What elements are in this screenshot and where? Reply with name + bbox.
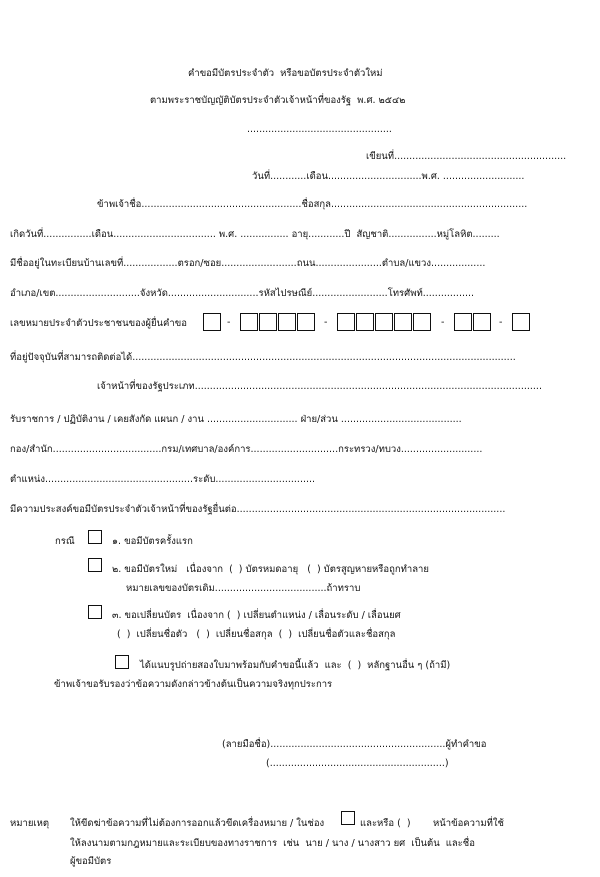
id-digit-box[interactable] (356, 313, 374, 331)
case2-label: ๒. ขอมีบัตรใหม่ เนื่องจาก ( ) บัตรหมดอายุ ( ) บัตรสูญหายหรือถูกทำลาย (112, 564, 429, 575)
case-label: กรณี (55, 536, 75, 547)
written-at-field[interactable]: เขียนที่......................................................... (366, 151, 567, 162)
id-digit-box[interactable] (297, 313, 315, 331)
id-digit-box[interactable] (259, 313, 277, 331)
id-digit-box[interactable] (454, 313, 472, 331)
birth-field[interactable]: เกิดวันที่................เดือน.................................. พ.ศ. ................ อายุ............ปี สัญชาติ................หมู่โลหิต......... (10, 229, 500, 240)
certify-text: ข้าพเจ้าขอรับรองว่าข้อความดังกล่าวข้างต้นเป็นความจริงทุกประการ (54, 679, 333, 690)
id-digit-box[interactable] (473, 313, 491, 331)
case1-checkbox[interactable] (88, 530, 102, 544)
id-digit-box[interactable] (337, 313, 355, 331)
date-field[interactable]: วันที่............เดือน...............................พ.ศ. ........................... (252, 171, 525, 182)
officer-type-field[interactable]: เจ้าหน้าที่ของรัฐประเภท................................................................................................................... (97, 381, 542, 392)
division-field[interactable]: กอง/สำนัก....................................กรม/เทศบาล/องค์การ.............................กระทรวง/ทบวง........................... (10, 444, 483, 455)
id-digit-box[interactable] (394, 313, 412, 331)
form-title: คำขอมีบัตรประจำตัว หรือขอบัตรประจำตัวใหม่ (188, 68, 383, 79)
id-digit-box[interactable] (375, 313, 393, 331)
note-line3: ผู้ขอมีบัตร (70, 856, 112, 867)
header-blank-line: ................................................ (247, 124, 392, 135)
form-subtitle: ตามพระราชบัญญัติบัตรประจำตัวเจ้าหน้าที่ของรัฐ พ.ศ. ๒๕๔๒ (150, 95, 406, 106)
id-separator: - (227, 317, 231, 328)
case3-checkbox[interactable] (88, 605, 102, 619)
photo-label: ได้แนบรูปถ่ายสองใบมาพร้อมกับคำขอนี้แล้ว และ ( ) หลักฐานอื่น ๆ (ถ้ามี) (140, 660, 451, 671)
note-line2: ให้ลงนามตามกฎหมายและระเบียบของทางราชการ เช่น นาย / นาง / นางสาว ยศ เป็นต้น และชื่อ (70, 838, 475, 849)
position-field[interactable]: ตำแหน่ง.................................................ระดับ................................. (10, 474, 316, 485)
current-address-field[interactable]: ที่อยู่ปัจจุบันที่สามารถติดต่อได้............................................................................................................................... (10, 352, 516, 363)
agency-field[interactable]: รับราชการ / ปฏิบัติงาน / เคยสังกัด แผนก / งาน .............................. ฝ่าย/ส่วน ........................................ (10, 414, 462, 425)
case3-options: ( ) เปลี่ยนชื่อตัว ( ) เปลี่ยนชื่อสกุล ( ) เปลี่ยนชื่อตัวและชื่อสกุล (117, 629, 396, 640)
note-line1: ให้ขีดฆ่าข้อความที่ไม่ต้องการออกแล้วขีดเครื่องหมาย / ในช่อง (70, 818, 325, 829)
id-separator: - (441, 317, 445, 328)
id-digit-box[interactable] (203, 313, 221, 331)
id-digit-box[interactable] (278, 313, 296, 331)
case3-label: ๓. ขอเปลี่ยนบัตร เนื่องจาก ( ) เปลี่ยนตำแหน่ง / เลื่อนระดับ / เลื่อนยศ (112, 610, 401, 621)
purpose-field[interactable]: มีความประสงค์ขอมีบัตรประจำตัวเจ้าหน้าที่ของรัฐยื่นต่อ......................................................................................... (10, 504, 506, 515)
old-card-number-field[interactable]: หมายเลขของบัตรเดิม.....................................ถ้าทราบ (126, 583, 361, 594)
photo-checkbox[interactable] (115, 655, 129, 669)
note-line1-and-or: และหรือ ( ) (360, 818, 411, 829)
note-example-checkbox (341, 811, 355, 825)
id-digit-box[interactable] (413, 313, 431, 331)
id-number-label: เลขหมายประจำตัวประชาชนของผู้ยื่นคำขอ (10, 318, 187, 329)
id-digit-box[interactable] (512, 313, 530, 331)
id-separator: - (499, 317, 503, 328)
applicant-name-field[interactable]: ข้าพเจ้าชื่อ.....................................................ชื่อสกุล................................................................. (97, 199, 528, 210)
id-separator: - (324, 317, 328, 328)
note-label: หมายเหตุ (10, 818, 50, 829)
case2-checkbox[interactable] (88, 558, 102, 572)
case1-label: ๑. ขอมีบัตรครั้งแรก (112, 536, 193, 547)
signer-name-field[interactable]: (..........................................................) (266, 758, 449, 769)
district-field[interactable]: อำเภอ/เขต............................จังหวัด..............................รหัสไปรษณีย์.........................โทรศัพท์................. (10, 288, 475, 299)
note-line1-end: หน้าข้อความที่ใช้ (433, 818, 504, 829)
house-registration-field[interactable]: มีชื่ออยู่ในทะเบียนบ้านเลขที่..................ตรอก/ซอย.........................ถนน......................ตำบล/แขวง.................. (10, 258, 486, 269)
id-digit-box[interactable] (240, 313, 258, 331)
signature-field[interactable]: (ลายมือชื่อ)..........................................................ผู้ทำคำขอ (222, 739, 487, 750)
